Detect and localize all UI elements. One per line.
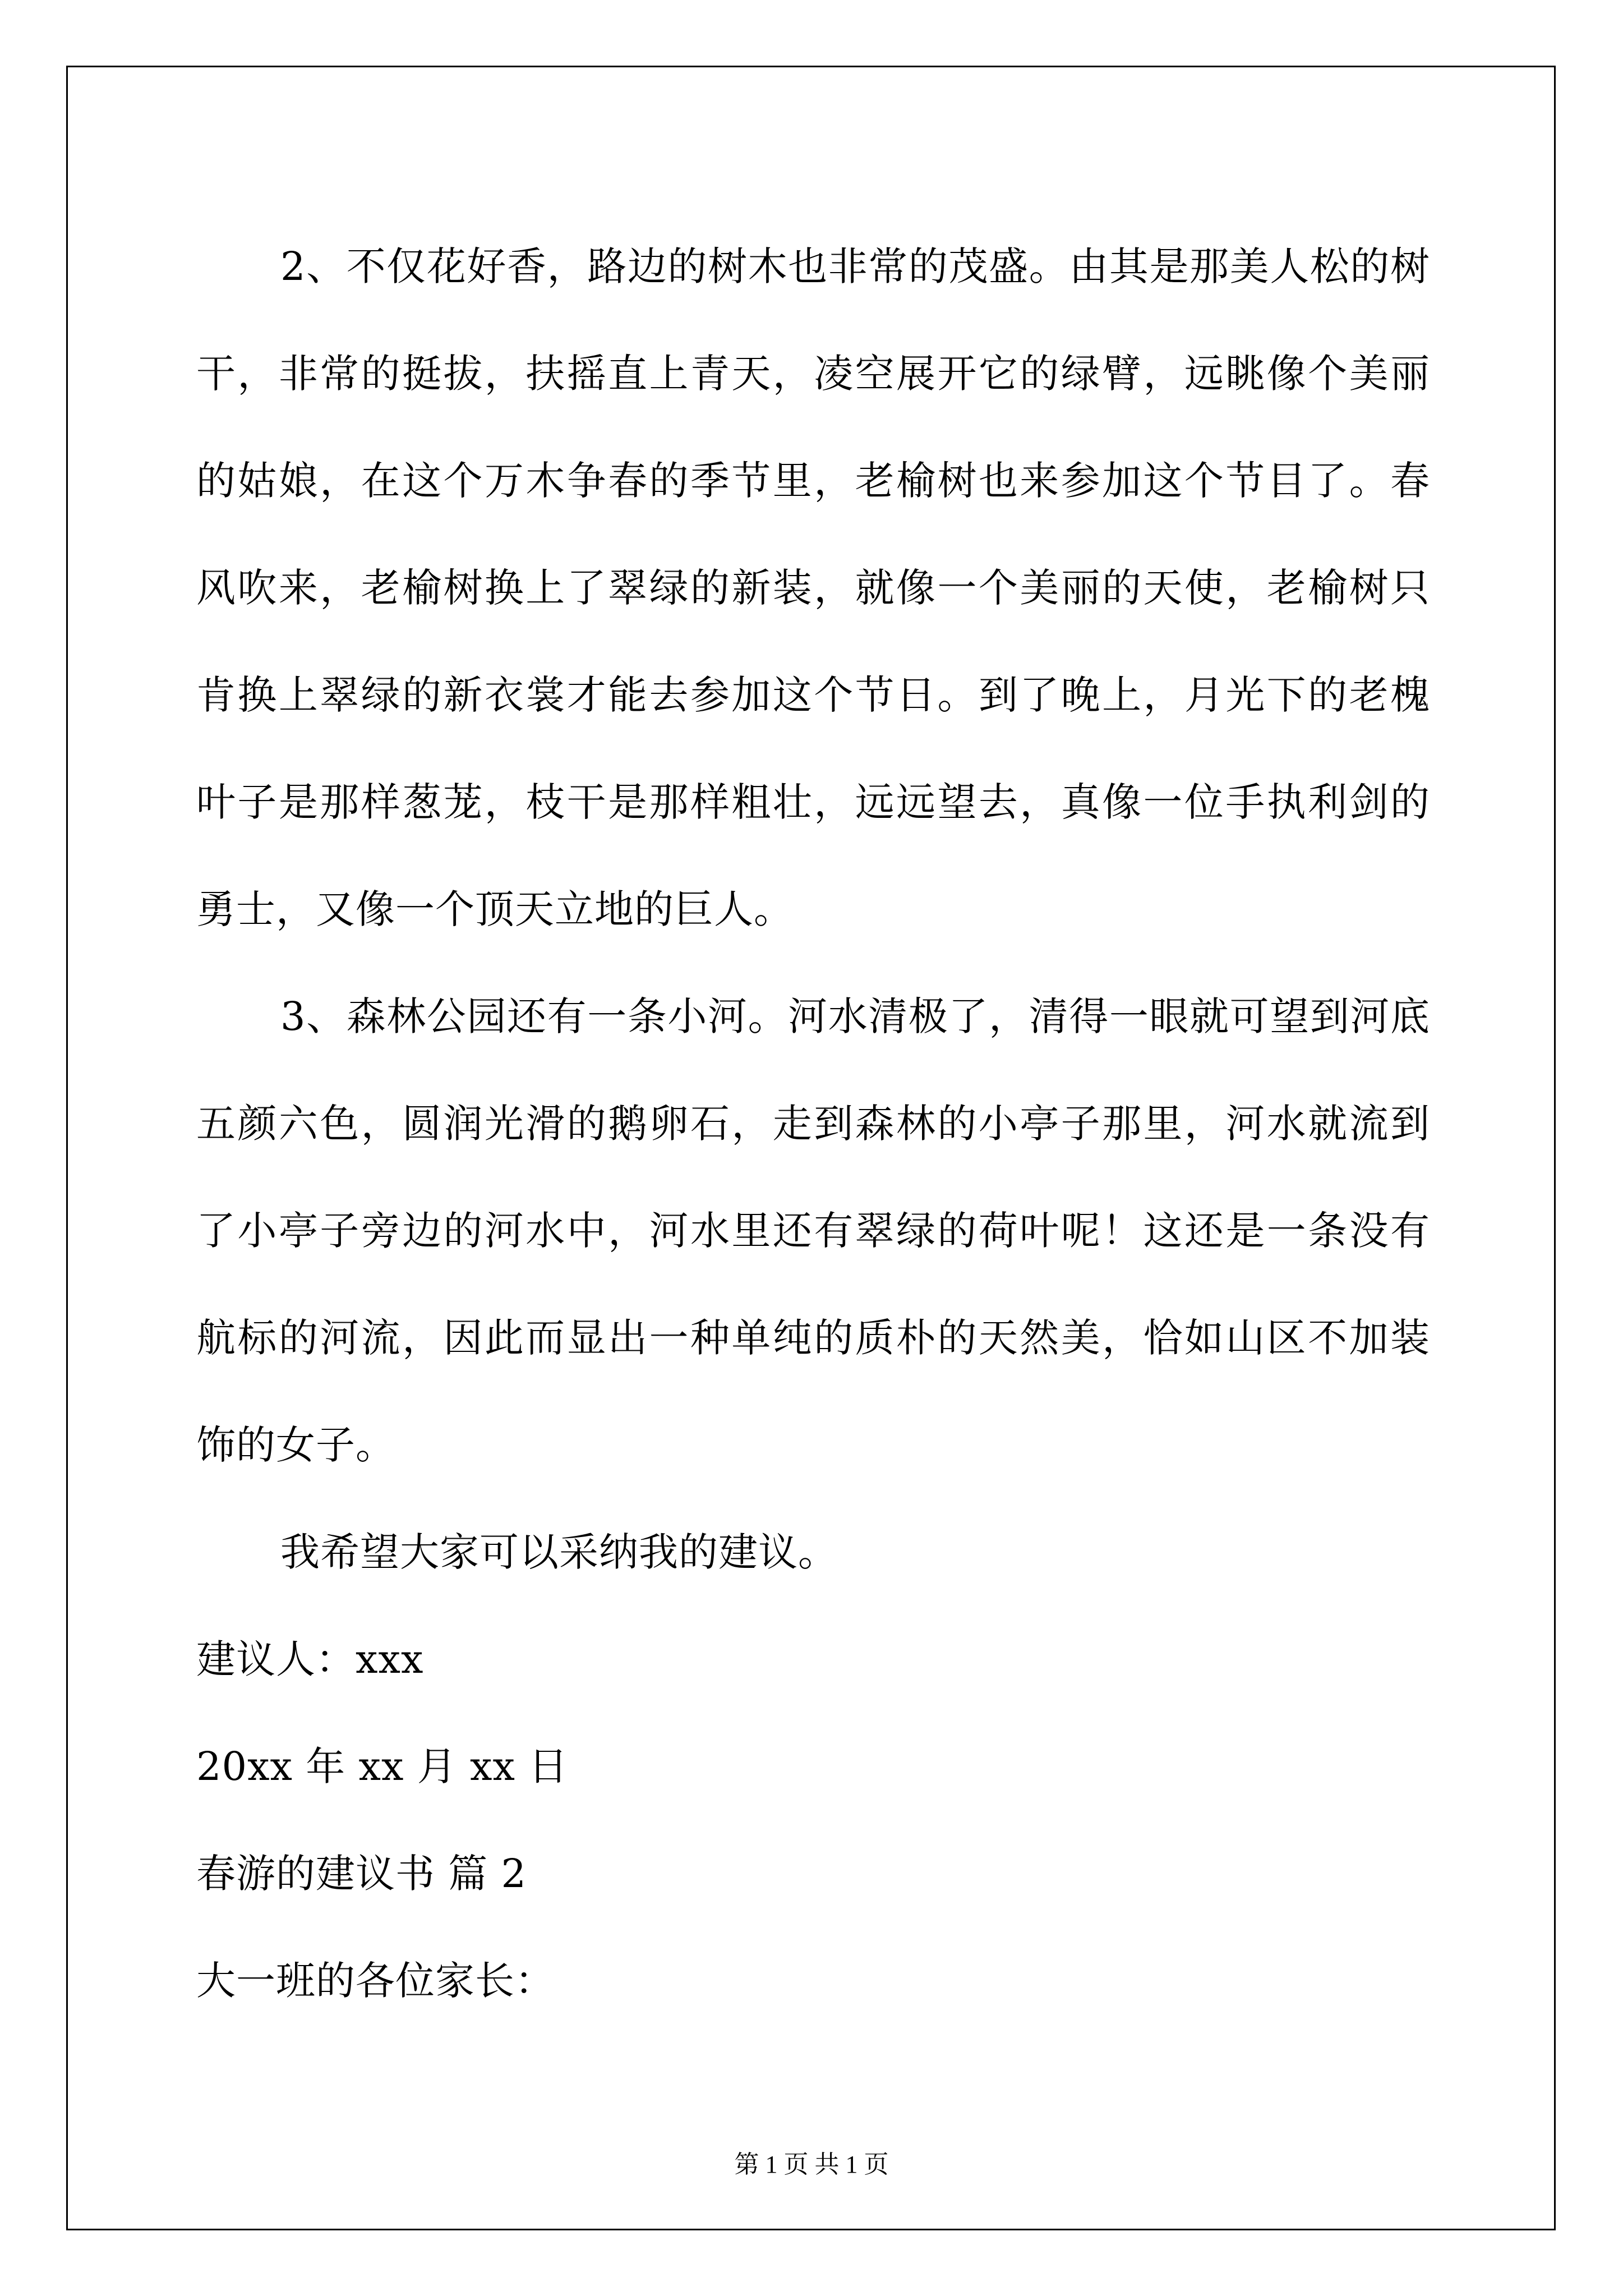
- paragraph-river: 3、森林公园还有一条小河。河水清极了，清得一眼就可望到河底五颜六色，圆润光滑的鹅卵石，走到森林的小亭子那里，河水就流到了小亭子旁边的河水中，河水里还有翠绿的荷叶呢！这还是一条没有航标的河流，因此而显出一种单纯的质朴的天然美，恰如山区不加装饰的女子。: [196, 993, 1430, 1468]
- page-footer: 第 1 页 共 1 页: [734, 2151, 889, 2178]
- paragraph-trees: 2、不仅花好香，路边的树木也非常的茂盛。由其是那美人松的树干，非常的挺拔，扶摇直上青天，凌空展开它的绿臂，远眺像个美丽的姑娘，在这个万木争春的季节里，老榆树也来参加这个节目了。春风吹来，老榆树换上了翠绿的新装，就像一个美丽的天使，老榆树只肯换上翠绿的新衣裳才能去参加这个节日。到了晚上，月光下的老槐叶子是那样葱茏，枝干是那样粗壮，远远望去，真像一位手执利剑的勇士，又像一个顶天立地的巨人。: [196, 243, 1430, 932]
- proposer-line: 建议人：xxx: [196, 1636, 424, 1682]
- salutation: 大一班的各位家长：: [196, 1958, 555, 2004]
- date-line: 20xx 年 xx 月 xx 日: [196, 1743, 569, 1789]
- section-title: 春游的建议书 篇 2: [196, 1851, 527, 1897]
- paragraph-closing: 我希望大家可以采纳我的建议。: [280, 1529, 838, 1575]
- document-body: [196, 213, 1430, 2035]
